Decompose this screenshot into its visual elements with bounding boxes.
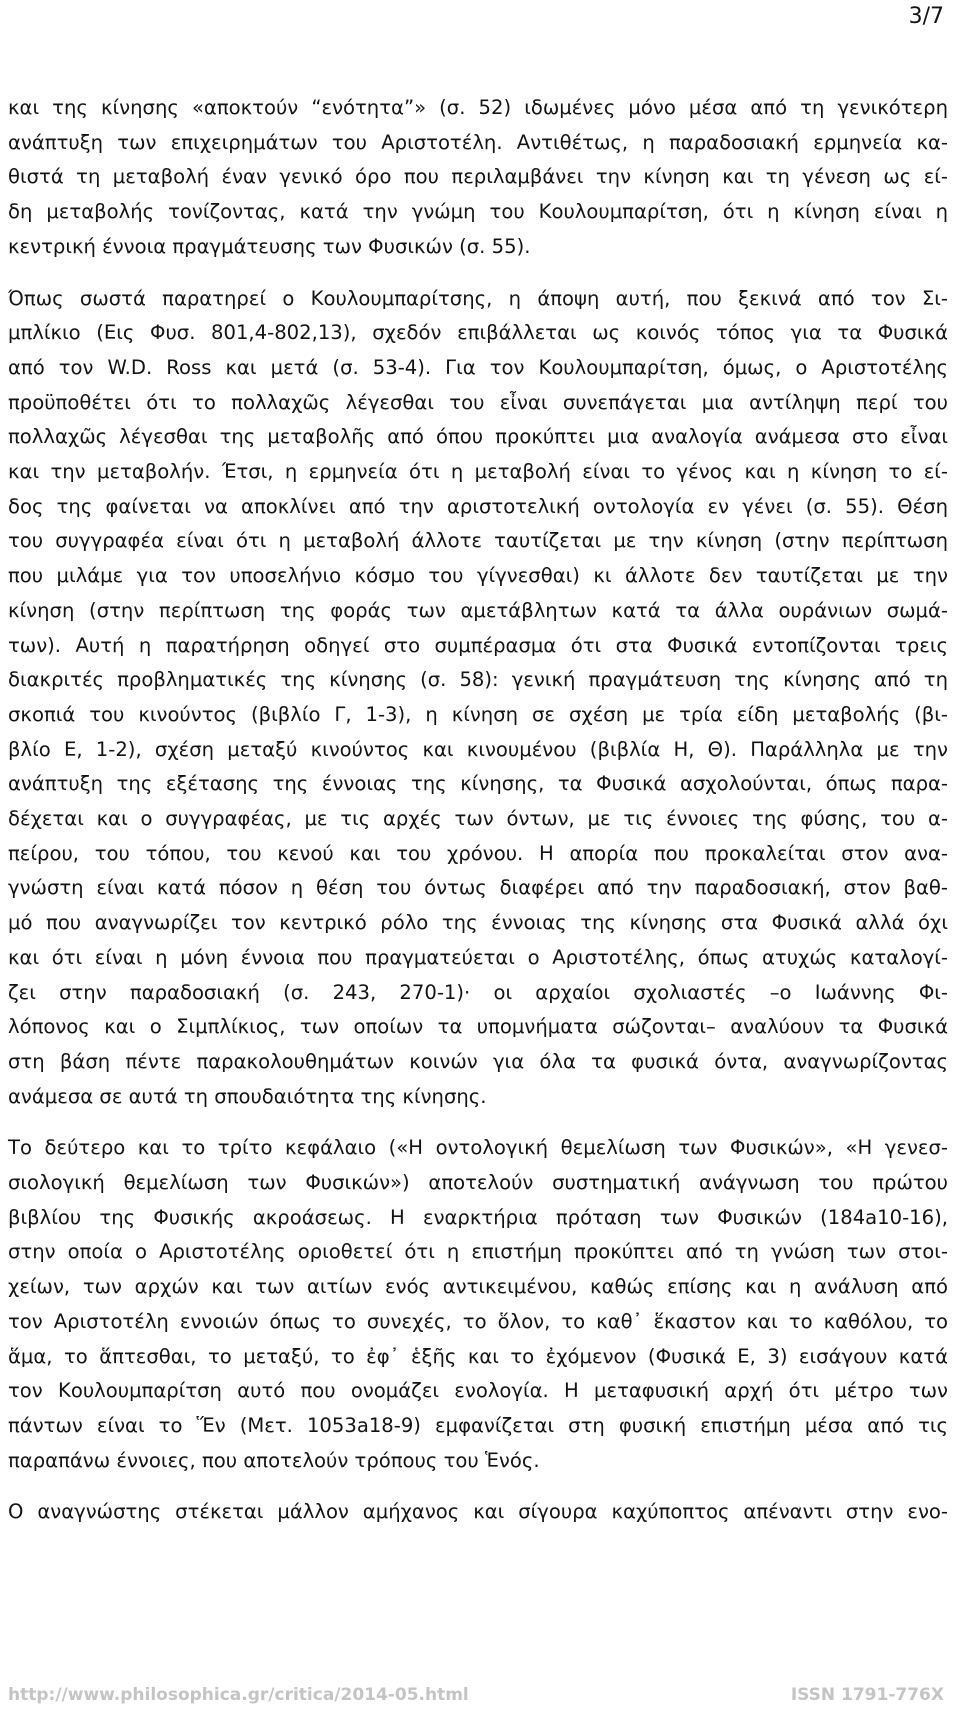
text-line: παραπάνω έννοιες, που αποτελούν τρόπους του Ἑνός.	[8, 1448, 540, 1472]
text-line: ζει στην παραδοσιακή (σ. 243, 270-1)· οι αρχαίοι σχολιαστές –ο Ιωάννης Φι-	[8, 980, 948, 1004]
text-line: Όπως σωστά παρατηρεί ο Κουλουμπαρίτσης, η άποψη αυτή, που ξεκινά από τον Σι-	[8, 286, 948, 310]
text-line: τον Κουλουμπαρίτση αυτό που ονομάζει ενολογία. Η μεταφυσική αρχή ότι μέτρο των	[8, 1379, 948, 1403]
text-line: και της κίνησης «αποκτούν “ενότητα”» (σ. 52) ιδωμένες μόνο μέσα από τη γενικότερη	[8, 96, 948, 119]
text-line: από τον W.D. Ross και μετά (σ. 53-4). Για τον Κουλουμπαρίτση, όμως, ο Αριστοτέλης	[8, 355, 948, 379]
text-line: δη μεταβολής τονίζοντας, κατά την γνώμη του Κουλουμπαρίτση, ότι η κίνηση είναι η	[8, 200, 948, 224]
text-line: βιβλίου της Φυσικής ακροάσεως. Η εναρκτήρια πρόταση των Φυσικών (184a10-16),	[8, 1205, 948, 1229]
text-line: διακριτές προβληματικές της κίνησης (σ. 58): γενική πραγμάτευση της κίνησης από τη	[8, 668, 948, 692]
text-line: και ότι είναι η μόνη έννοια που πραγματεύεται ο Αριστοτέλης, όπως ατυχώς καταλογί-	[8, 945, 948, 969]
text-line: στην οποία ο Αριστοτέλης οριοθετεί ότι η επιστήμη προκύπτει από τη γνώση των στοι-	[8, 1240, 948, 1264]
text-line: ανάπτυξη των επιχειρημάτων του Αριστοτέλη. Αντιθέτως, η παραδοσιακή ερμηνεία κα-	[8, 130, 948, 154]
text-line: Το δεύτερο και το τρίτο κεφάλαιο («Η οντολογική θεμελίωση των Φυσικών», «Η γενεσ-	[8, 1136, 948, 1160]
text-line: στη βάση πέντε παρακολουθημάτων κοινών για όλα τα φυσικά όντα, αναγνωρίζοντας	[8, 1049, 948, 1073]
text-line: χείων, των αρχών και των αιτίων ενός αντικειμένου, καθώς επίσης και η ανάλυση από	[8, 1275, 948, 1299]
text-line: μπλίκιο (Εις Φυσ. 801,4-802,13), σχεδόν επιβάλλεται ως κοινός τόπος για τα Φυσικά	[8, 321, 948, 345]
text-line: σκοπιά του κινούντος (βιβλίο Γ, 1-3), η κίνηση σε σχέση με τρία είδη μεταβολής (βι-	[8, 702, 948, 726]
text-line: και την μεταβολήν. Έτσι, η ερμηνεία ότι η μεταβολή είναι το γένος και η κίνηση το εί-	[8, 460, 948, 483]
text-line: του συγγραφέα είναι ότι η μεταβολή άλλοτε ταυτίζεται με την κίνηση (στην περίπτωση	[8, 529, 948, 553]
text-line: ανάπτυξη της εξέτασης της έννοιας της κίνησης, τα Φυσικά ασχολούνται, όπως παρα-	[8, 772, 948, 796]
text-line: μό που αναγνωρίζει τον κεντρικό ρόλο της έννοιας της κίνησης στα Φυσικά αλλά όχι	[8, 911, 948, 935]
text-line: που μιλάμε για τον υποσελήνιο κόσμο του γίγνεσθαι) κι άλλοτε δεν ταυτίζεται με την	[8, 564, 948, 588]
text-line: σιολογική θεμελίωση των Φυσικών») αποτελούν συστηματική ανάγνωση του πρώτου	[8, 1171, 948, 1194]
text-line: ἅμα, το ἅπτεσθαι, το μεταξύ, το ἐφ᾽ ἑξῆς και το ἐχόμενον (Φυσικά Ε, 3) εισάγουν κατά	[8, 1344, 948, 1368]
text-line: τον Αριστοτέλη εννοιών όπως το συνεχές, το ὅλον, το καθ᾽ ἕκαστον και το καθόλου, το	[8, 1309, 948, 1333]
text-line: γνώστη είναι κατά πόσον η θέση του όντως διαφέρει από την παραδοσιακή, στον βαθ-	[8, 876, 948, 900]
text-line: πάντων είναι το Ἕν (Μετ. 1053a18-9) εμφανίζεται στη φυσική επιστήμη μέσα από τις	[8, 1413, 948, 1437]
text-line: κεντρική έννοια πραγμάτευσης των Φυσικών (σ. 55).	[8, 234, 531, 258]
text-line: πείρου, του τόπου, του κενού και του χρόνου. Η απορία που προκαλείται στον ανα-	[8, 841, 948, 865]
text-line: προϋποθέτει ότι το πολλαχῶς λέγεσθαι του εἶναι συνεπάγεται μια αντίληψη περί του	[8, 390, 948, 414]
text-line: βλίο Ε, 1-2), σχέση μεταξύ κινούντος και κινουμένου (βιβλία Η, Θ). Παράλληλα με την	[8, 737, 948, 761]
text-line: λόπονος και ο Σιμπλίκιος, των οποίων τα υπομνήματα σώζονται– αναλύουν τα Φυσικά	[8, 1015, 948, 1039]
footer-url[interactable]: http://www.philosophica.gr/critica/2014-05.html	[8, 1685, 469, 1705]
text-line: δέχεται και ο συγγραφέας, με τις αρχές των όντων, με τις έννοιες της φύσης, του α-	[8, 807, 948, 830]
page-number: 3/7	[908, 4, 944, 29]
text-line: θιστά τη μεταβολή έναν γενικό όρο που περιλαμβάνει την κίνηση και τη γένεση ως εί-	[8, 165, 948, 189]
text-line: των). Αυτή η παρατήρηση οδηγεί στο συμπέρασμα ότι στα Φυσικά εντοπίζονται τρεις	[8, 633, 948, 657]
text-line: πολλαχῶς λέγεσθαι της μεταβολῆς από όπου προκύπτει μια αναλογία ανάμεσα στο εἶναι	[8, 425, 948, 449]
page-footer	[8, 1685, 944, 1705]
text-line: ανάμεσα σε αυτά τη σπουδαιότητα της κίνησης.	[8, 1084, 487, 1108]
text-line: Ο αναγνώστης στέκεται μάλλον αμήχανος και σίγουρα καχύποπτος απέναντι στην ενο-	[8, 1500, 948, 1524]
text-line: δος της φαίνεται να αποκλίνει από την αριστοτελική οντολογία εν γένει (σ. 55). Θέση	[8, 494, 948, 518]
text-line: κίνηση (στην περίπτωση της φοράς των αμετάβλητων κατά τα άλλα ουράνιων σωμά-	[8, 598, 948, 622]
footer-issn: ISSN 1791-776X	[790, 1685, 944, 1705]
